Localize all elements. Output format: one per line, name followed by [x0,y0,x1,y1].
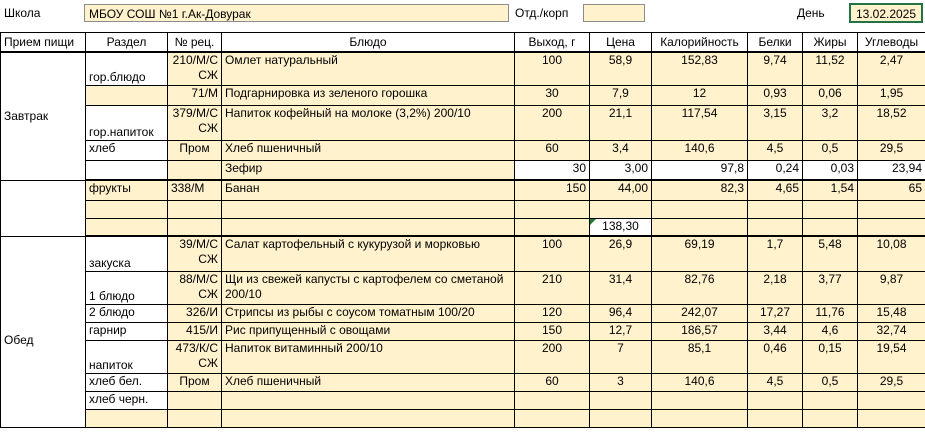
school-label: Школа [4,6,41,20]
cell-yield[interactable]: 60 [515,373,590,391]
cell-carbs[interactable]: 32,74 [858,322,925,340]
cell-fat[interactable]: 0,5 [803,373,858,391]
cell-fat[interactable] [803,391,858,409]
cell-price[interactable]: 3,00 [590,160,652,180]
cell-empty[interactable] [515,409,590,427]
cell-kcal[interactable]: 12 [652,85,748,105]
cell-empty[interactable] [803,218,858,236]
col-header-section: Раздел [86,33,168,53]
table-row [1,52,925,85]
cell-kcal[interactable]: 152,83 [652,52,748,85]
cell-kcal[interactable]: 242,07 [652,304,748,322]
cell-recipe[interactable]: 39/М/ССЖ [168,236,222,271]
cell-empty[interactable] [748,200,803,218]
dept-label: Отд./корп [515,6,569,20]
table-row [1,236,925,271]
col-header-protein: Белки [748,33,803,53]
cell-kcal[interactable]: 140,6 [652,140,748,160]
cell-recipe[interactable]: Пром [168,140,222,160]
cell-carbs[interactable]: 29,5 [858,373,925,391]
col-header-carbs: Углеводы [858,33,925,53]
cell-protein[interactable]: 17,27 [748,304,803,322]
cell-price[interactable]: 3,4 [590,140,652,160]
cell-kcal[interactable]: 82,76 [652,271,748,304]
cell-section[interactable]: хлеб черн. [86,391,168,409]
cell-carbs[interactable]: 23,94 [858,160,925,180]
total-price-cell[interactable]: 138,30 [590,218,652,236]
cell-kcal[interactable]: 186,57 [652,322,748,340]
cell-recipe[interactable]: 415/И [168,322,222,340]
cell-recipe[interactable]: 338/М [168,180,222,200]
cell-protein[interactable]: 2,18 [748,271,803,304]
cell-empty[interactable] [86,409,168,427]
table-row [1,180,925,200]
cell-dish[interactable]: Стрипсы из рыбы с соусом томатным 100/20 [222,304,515,322]
cell-empty[interactable] [590,409,652,427]
cell-section[interactable]: гарнир [86,322,168,340]
cell-fat[interactable]: 0,5 [803,140,858,160]
cell-recipe[interactable]: 473/К/ССЖ [168,340,222,373]
cell-fat[interactable]: 0,03 [803,160,858,180]
cell-yield[interactable]: 30 [515,85,590,105]
cell-protein[interactable]: 0,24 [748,160,803,180]
cell-empty[interactable] [652,409,748,427]
cell-kcal[interactable]: 85,1 [652,340,748,373]
cell-price[interactable]: 58,9 [590,52,652,85]
cell-section[interactable]: хлеб [86,140,168,160]
cell-fat[interactable]: 3,77 [803,271,858,304]
cell-protein[interactable]: 9,74 [748,52,803,85]
cell-carbs[interactable]: 18,52 [858,105,925,140]
cell-yield[interactable]: 100 [515,236,590,271]
col-header-kcal: Калорийность [652,33,748,53]
cell-carbs[interactable]: 29,5 [858,140,925,160]
cell-recipe[interactable]: 71/М [168,85,222,105]
cell-kcal[interactable]: 69,19 [652,236,748,271]
table-row [1,391,925,409]
cell-fat[interactable]: 4,6 [803,322,858,340]
cell-fat[interactable]: 5,48 [803,236,858,271]
cell-section[interactable]: гор.блюдо [86,52,168,85]
cell-section[interactable] [86,160,168,180]
cell-empty[interactable] [858,218,925,236]
cell-fat[interactable]: 11,52 [803,52,858,85]
table-row [1,200,925,218]
cell-kcal[interactable]: 82,3 [652,180,748,200]
cell-dish[interactable]: Хлеб пшеничный [222,140,515,160]
school-field[interactable]: МБОУ СОШ №1 г.Ак-Довурак [84,4,509,22]
meal-breakfast: Завтрак [1,52,86,180]
cell-recipe[interactable] [168,391,222,409]
cell-section[interactable]: 1 блюдо [86,271,168,304]
cell-yield[interactable]: 150 [515,322,590,340]
col-header-dish: Блюдо [222,33,515,53]
cell-yield[interactable]: 100 [515,52,590,85]
cell-carbs[interactable]: 2,47 [858,52,925,85]
cell-kcal[interactable]: 117,54 [652,105,748,140]
cell-dish[interactable] [222,391,515,409]
cell-fat[interactable]: 0,06 [803,85,858,105]
cell-price[interactable]: 3 [590,373,652,391]
cell-protein[interactable]: 3,15 [748,105,803,140]
col-header-meal: Прием пищи [1,33,86,53]
cell-yield[interactable]: 30 [515,160,590,180]
cell-yield[interactable]: 200 [515,105,590,140]
cell-recipe[interactable]: 379/М/ССЖ [168,105,222,140]
table-row [1,105,925,140]
cell-empty[interactable] [803,200,858,218]
cell-protein[interactable]: 4,65 [748,180,803,200]
cell-carbs[interactable]: 10,08 [858,236,925,271]
cell-dish[interactable]: Подгарнировка из зеленого горошка [222,85,515,105]
cell-yield[interactable]: 120 [515,304,590,322]
cell-carbs[interactable]: 9,87 [858,271,925,304]
cell-yield[interactable] [515,391,590,409]
cell-protein[interactable]: 3,44 [748,322,803,340]
cell-carbs[interactable] [858,391,925,409]
menu-table [0,32,925,428]
table-row [1,85,925,105]
cell-empty[interactable] [168,200,222,218]
table-row [1,373,925,391]
cell-dish[interactable]: Напиток витаминный 200/10 [222,340,515,373]
cell-yield[interactable]: 210 [515,271,590,304]
cell-recipe[interactable]: 210/М/ССЖ [168,52,222,85]
cell-carbs[interactable]: 15,48 [858,304,925,322]
meal-blank [1,180,86,236]
cell-dish[interactable]: Омлет натуральный [222,52,515,85]
cell-dish[interactable]: Напиток кофейный на молоке (3,2%) 200/10 [222,105,515,140]
cell-section[interactable]: закуска [86,236,168,271]
col-header-fat: Жиры [803,33,858,53]
col-header-recipe: № рец. [168,33,222,53]
table-row [1,322,925,340]
cell-empty[interactable] [652,200,748,218]
cell-price[interactable]: 7,9 [590,85,652,105]
day-label: День [797,6,825,20]
day-field[interactable]: 13.02.2025 [849,3,923,23]
cell-kcal[interactable]: 97,8 [652,160,748,180]
cell-price[interactable]: 26,9 [590,236,652,271]
cell-section[interactable]: гор.напиток [86,105,168,140]
cell-price[interactable]: 21,1 [590,105,652,140]
cell-price[interactable]: 12,7 [590,322,652,340]
cell-empty[interactable] [168,218,222,236]
cell-price[interactable]: 7 [590,340,652,373]
cell-empty[interactable] [222,409,515,427]
cell-empty[interactable] [858,409,925,427]
cell-yield[interactable]: 150 [515,180,590,200]
cell-recipe[interactable] [168,160,222,180]
cell-price[interactable]: 31,4 [590,271,652,304]
cell-dish[interactable]: Щи из свежей капусты с картофелем со сметаной 200/10 [222,271,515,304]
cell-empty[interactable] [803,409,858,427]
cell-price[interactable] [590,391,652,409]
table-row [1,271,925,304]
cell-empty[interactable] [86,200,168,218]
cell-protein[interactable]: 4,5 [748,373,803,391]
cell-carbs[interactable]: 1,95 [858,85,925,105]
cell-section[interactable] [86,85,168,105]
cell-yield[interactable]: 60 [515,140,590,160]
cell-empty[interactable] [652,218,748,236]
cell-protein[interactable]: 4,5 [748,140,803,160]
cell-fat[interactable]: 1,54 [803,180,858,200]
cell-section[interactable]: хлеб бел. [86,373,168,391]
cell-kcal[interactable]: 140,6 [652,373,748,391]
cell-section[interactable]: фрукты [86,180,168,200]
cell-fat[interactable]: 11,76 [803,304,858,322]
cell-price[interactable]: 44,00 [590,180,652,200]
sheet-header [0,0,925,30]
cell-empty[interactable] [748,409,803,427]
cell-protein[interactable]: 0,93 [748,85,803,105]
table-row [1,304,925,322]
cell-dish[interactable]: Хлеб пшеничный [222,373,515,391]
table-row [1,218,925,236]
cell-dish[interactable]: Зефир [222,160,515,180]
cell-kcal[interactable] [652,391,748,409]
cell-empty[interactable] [590,200,652,218]
cell-dish[interactable]: Салат картофельный с кукурузой и морковью [222,236,515,271]
cell-empty[interactable] [515,200,590,218]
cell-empty[interactable] [222,200,515,218]
cell-empty[interactable] [86,218,168,236]
meal-lunch: Обед [1,236,86,427]
cell-section[interactable]: напиток [86,340,168,373]
cell-empty[interactable] [858,200,925,218]
cell-carbs[interactable]: 65 [858,180,925,200]
cell-price[interactable]: 96,4 [590,304,652,322]
cell-fat[interactable]: 0,15 [803,340,858,373]
cell-recipe[interactable]: 88/М/ССЖ [168,271,222,304]
col-header-yield: Выход, г [515,33,590,53]
table-row [1,409,925,427]
cell-protein[interactable] [748,391,803,409]
cell-recipe[interactable]: Пром [168,373,222,391]
cell-section[interactable]: 2 блюдо [86,304,168,322]
cell-recipe[interactable]: 326/И [168,304,222,322]
table-row [1,140,925,160]
cell-carbs[interactable]: 19,54 [858,340,925,373]
cell-fat[interactable]: 3,2 [803,105,858,140]
col-header-price: Цена [590,33,652,53]
cell-empty[interactable] [168,409,222,427]
table-row [1,160,925,180]
cell-empty[interactable] [222,218,515,236]
cell-dish[interactable]: Банан [222,180,515,200]
header-row [1,33,925,53]
dept-field[interactable] [583,4,645,22]
cell-yield[interactable]: 200 [515,340,590,373]
cell-protein[interactable]: 0,46 [748,340,803,373]
cell-protein[interactable]: 1,7 [748,236,803,271]
cell-dish[interactable]: Рис припущенный с овощами [222,322,515,340]
table-row [1,340,925,373]
cell-empty[interactable] [748,218,803,236]
cell-empty[interactable] [515,218,590,236]
